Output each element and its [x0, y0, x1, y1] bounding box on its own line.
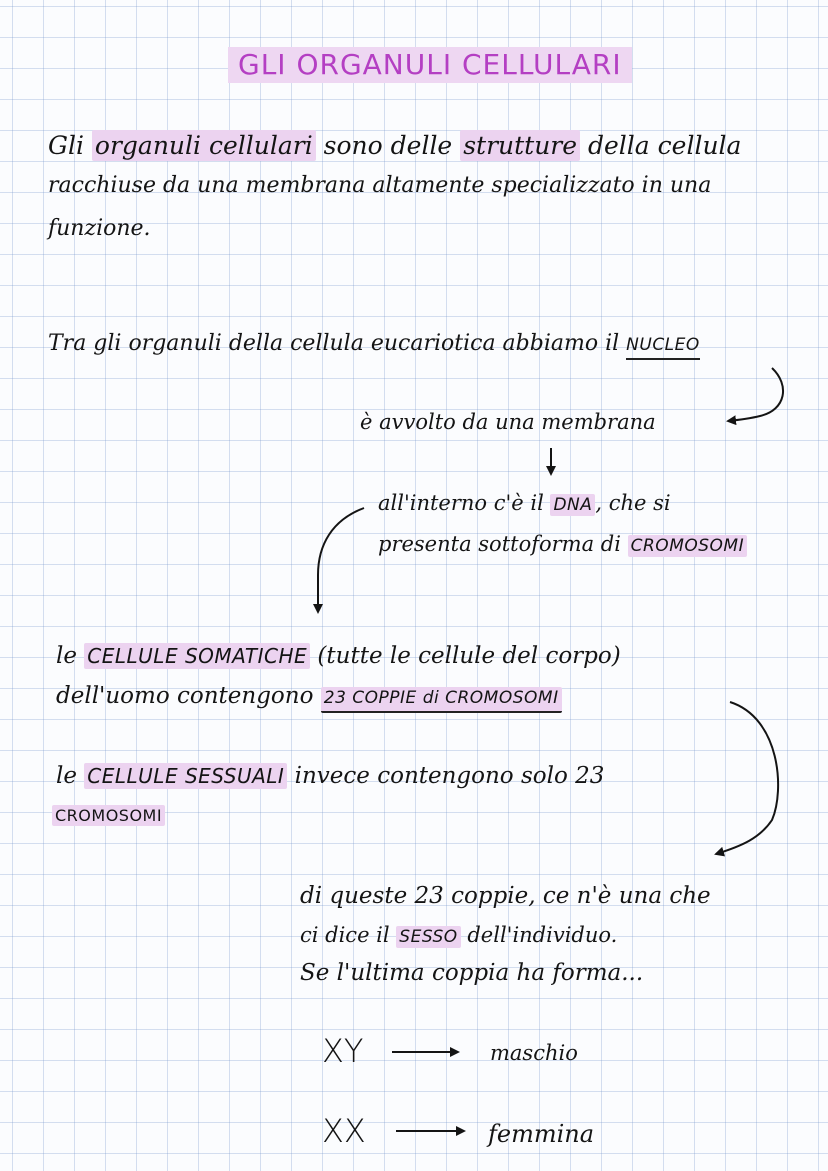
dna-line [378, 493, 671, 514]
chromosomes-text: presenta sottoforma di [378, 532, 628, 556]
sexual-chromosomes: CROMOSOMI [52, 805, 165, 826]
highlight-strutture: strutture [460, 130, 580, 161]
pairs-text: ci dice il [300, 923, 397, 947]
pairs-line-3: Se l'ultima coppia ha forma... [300, 960, 644, 986]
nucleus-keyword: NUCLEO [626, 335, 700, 360]
sex-male: maschio [490, 1041, 578, 1065]
intro-text: della cellula [580, 131, 742, 160]
intro-line-2: racchiuse da una membrana altamente specializzato in una [48, 173, 712, 198]
nucleus-line [48, 333, 700, 355]
dna-text: all'interno c'è il [378, 491, 551, 515]
sexual-line-1 [56, 765, 604, 788]
sexual-text: le [56, 763, 85, 789]
pairs-line-1: di queste 23 coppie, ce n'è una che [300, 883, 711, 909]
pairs-line-2 [300, 925, 617, 946]
pairs-text: dell'individuo. [460, 923, 618, 947]
page-title: GLI ORGANULI CELLULARI [228, 47, 632, 83]
somatic-keyword: CELLULE SOMATICHE [84, 643, 310, 669]
somatic-text: dell'uomo contengono [56, 683, 321, 709]
intro-text: Gli [48, 131, 92, 160]
arrow-chromosomes-to-somatic [318, 508, 364, 612]
membrane-line: è avvolto da una membrana [360, 410, 656, 434]
highlight-organuli: organuli cellulari [92, 130, 316, 161]
sex-female: femmina [488, 1120, 595, 1148]
sex-keyword: SESSO [396, 926, 460, 948]
nucleus-text: Tra gli organuli della cellula eucariotica abbiamo il [48, 331, 627, 356]
sexual-line-2 [52, 808, 165, 824]
arrow-nucleus-to-membrane [728, 368, 783, 421]
intro-text: sono delle [315, 131, 461, 160]
intro-line-1 [48, 133, 741, 158]
chromosomes-line [378, 534, 747, 555]
dna-text: , che si [595, 491, 671, 515]
intro-line-3: funzione. [48, 216, 151, 241]
somatic-pairs: 23 COPPIE di CROMOSOMI [321, 687, 562, 713]
chromosomes-keyword: CROMOSOMI [628, 535, 747, 557]
somatic-line-1 [56, 645, 621, 668]
somatic-text: (tutte le cellule del corpo) [310, 643, 621, 669]
pair-xy: XY [322, 1032, 364, 1070]
arrow-somatic-to-pairs [716, 702, 778, 854]
pair-xx: XX [322, 1112, 366, 1150]
sexual-keyword: CELLULE SESSUALI [84, 763, 287, 789]
somatic-text: le [56, 643, 85, 669]
sexual-text: invece contengono solo 23 [287, 763, 605, 789]
dna-keyword: DNA [550, 494, 595, 516]
somatic-line-2 [56, 685, 562, 708]
